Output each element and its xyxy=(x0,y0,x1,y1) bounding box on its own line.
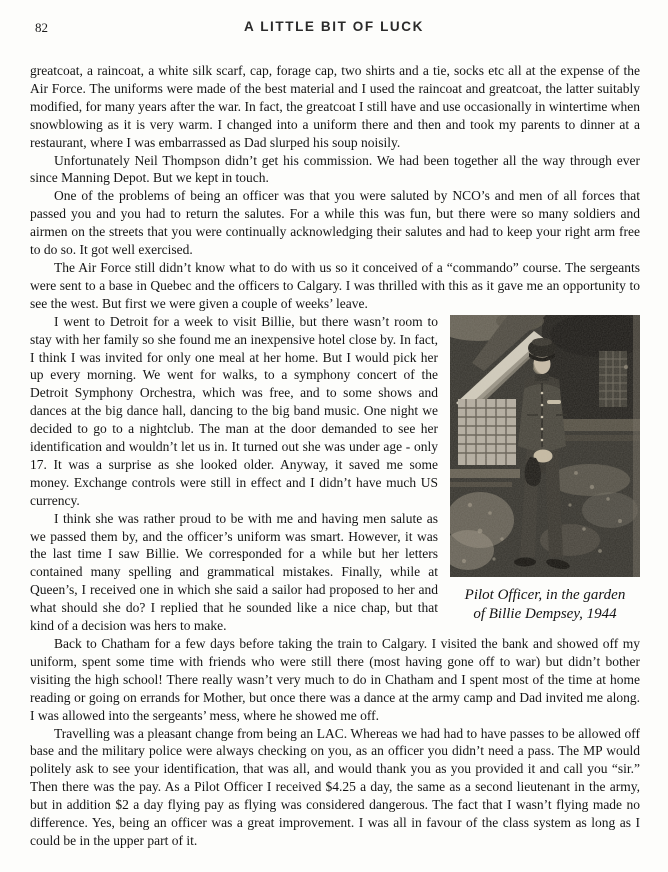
page-header xyxy=(0,19,668,37)
paragraph-5: I went to Detroit for a week to visit Billie, but there wasn’t room to stay with her family so she found me an inexpensive hotel close by. In fact, I think I was invited for only one meal at her home. But I would pick her up every morning. We went for walks, to a symphony concert of the Detroit Symphony Orchestra, which was free, and to some shows and dances at the big dance hall, dancing to the big band music. One night we decided to go to a nightclub. The man at the door demanded to see her identification and wouldn’t let us in. It turned out she was under age - only 17. It was a surprise as she looked older. Anyway, it saved me some money. Exchange controls were still in effect and I didn’t have much US currency. xyxy=(30,313,438,508)
photo-figure xyxy=(450,315,640,625)
body-text xyxy=(30,62,640,850)
paragraph-3: One of the problems of being an officer was that you were saluted by NCO’s and men of all forces that passed you and you had to return the salutes. For a while this was fun, but there were so many soldiers and airmen on the streets that you were continually acknowledging their salutes and had to keep your right arm free to do so. It got well exercised. xyxy=(30,188,640,258)
photo-caption xyxy=(450,586,640,625)
page-number: 82 xyxy=(35,20,48,35)
paragraph-1: greatcoat, a raincoat, a white silk scarf, cap, forage cap, two shirts and a tie, socks etc all at the expense of the Air Force. The uniforms were made of the best material and I used the raincoat and greatcoat, the latter suitably modified, for many years after the war. In fact, the greatcoat I still have and use occasionally in wintertime when snowblowing as it is very warm. I changed into a uniform there and then and took my parents to dinner at a restaurant, where I was embarrassed as Dad slurped his soup noisily. xyxy=(30,63,640,150)
paragraph-2: Unfortunately Neil Thompson didn’t get his commission. We had been together all the way through ever since Manning Depot. But we kept in touch. xyxy=(30,152,640,186)
running-title: A LITTLE BIT OF LUCK xyxy=(244,19,424,34)
photo-caption-line1: Pilot Officer, in the garden xyxy=(464,586,626,603)
pilot-officer-photo xyxy=(450,315,640,577)
photo-caption-line2: of Billie Dempsey, 1944 xyxy=(473,606,617,623)
paragraph-7: Back to Chatham for a few days before taking the train to Calgary. I visited the bank and showed off my uniform, spent some time with friends who were still there (most having gone off to war) but didn’t bother visiting the high school! There really wasn’t very much to do in Chatham and I spent most of the time at home reading or going on errands for Mother, but once there was a dance at the army camp and Dad invited me along. I was allowed into the sergeants’ mess, where he showed me off. xyxy=(30,636,640,723)
paragraph-6: I think she was rather proud to be with me and having men salute as we passed them by, and the officer’s uniform was smart. However, it was the last time I saw Billie. We corresponded for a while but her letters contained many spelling and grammatical mistakes. Finally, while at Queen’s, I received one in which she said a sailor had proposed to her and what should she do? I replied that he sounded like a nice chap, but that kind of a decision was hers to make. xyxy=(30,510,438,634)
paragraph-8: Travelling was a pleasant change from being an LAC. Whereas we had had to have passes to be allowed off base and the military police were always checking on you, as an officer you didn’t need a pass. The MP would politely ask to see your identification, that was all, and would thank you as you provided it and call you “sir.” Then there was the pay. As a Pilot Officer I received $4.25 a day, the same as a second lieutenant in the army, but in addition $2 a day flying pay as flying was considered dangerous. The fact that I wasn’t flying made no difference. Yes, being an officer was a great improvement. I was all in favour of the class system as long as I could be in the upper part of it. xyxy=(30,725,640,848)
paragraph-4: The Air Force still didn’t know what to do with us so it conceived of a “commando” course. The sergeants were sent to a base in Quebec and the officers to Calgary. I was thrilled with this as it gave me an opportunity to see the west. But first we were given a couple of weeks’ leave. xyxy=(30,259,640,311)
